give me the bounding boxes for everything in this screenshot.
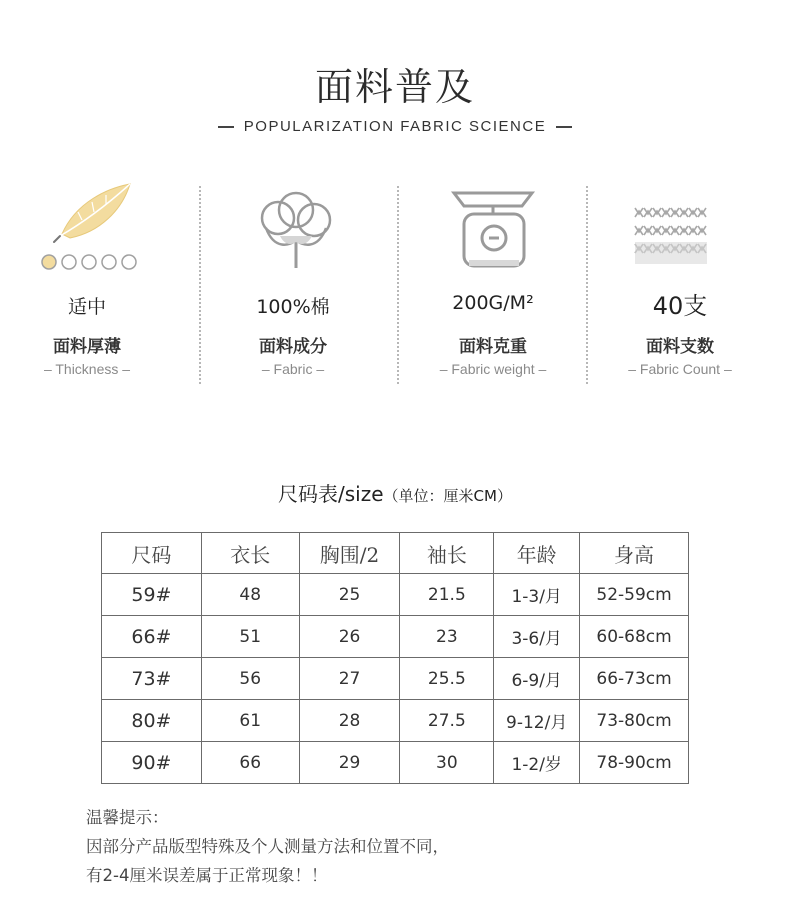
tips bbox=[86, 803, 449, 890]
table-cell: 48 bbox=[201, 574, 299, 616]
table-cell: 80# bbox=[102, 700, 202, 742]
tips-line-1: 因部分产品版型特殊及个人测量方法和位置不同， bbox=[86, 837, 449, 856]
column-header: 袖长 bbox=[400, 533, 494, 574]
table-cell: 9-12/月 bbox=[494, 700, 580, 742]
property-count bbox=[583, 180, 777, 390]
property-name: 面料支数 bbox=[646, 337, 714, 357]
property-thickness-icon-area bbox=[0, 180, 184, 290]
table-cell: 78-90cm bbox=[580, 742, 689, 784]
feather-icon bbox=[0, 180, 184, 290]
level-dot-empty bbox=[62, 255, 76, 269]
property-en: – Fabric – bbox=[261, 361, 325, 377]
table-header-row bbox=[102, 533, 689, 574]
table-cell: 23 bbox=[400, 616, 494, 658]
table-cell: 3-6/月 bbox=[494, 616, 580, 658]
property-fabric bbox=[196, 180, 390, 390]
cotton-icon bbox=[196, 180, 390, 290]
table-row bbox=[102, 616, 689, 658]
dash-right bbox=[556, 126, 572, 128]
table-row bbox=[102, 658, 689, 700]
column-header: 胸围/2 bbox=[299, 533, 400, 574]
scale-icon bbox=[396, 180, 590, 290]
table-cell: 66 bbox=[201, 742, 299, 784]
table-cell: 56 bbox=[201, 658, 299, 700]
table-cell: 27 bbox=[299, 658, 400, 700]
table-cell: 52-59cm bbox=[580, 574, 689, 616]
property-value: 40支 bbox=[652, 292, 708, 320]
table-cell: 73-80cm bbox=[580, 700, 689, 742]
table-cell: 73# bbox=[102, 658, 202, 700]
table-cell: 6-9/月 bbox=[494, 658, 580, 700]
property-count-icon-area bbox=[583, 180, 777, 290]
table-cell: 28 bbox=[299, 700, 400, 742]
tips-line-2: 有2-4厘米误差属于正常现象！！ bbox=[86, 866, 328, 885]
table-cell: 90# bbox=[102, 742, 202, 784]
table-cell: 66-73cm bbox=[580, 658, 689, 700]
table-body bbox=[102, 574, 689, 784]
property-weight-icon-area bbox=[396, 180, 590, 290]
property-en: – Thickness – bbox=[43, 361, 131, 377]
size-chart-heading: 尺码表/size bbox=[278, 482, 384, 506]
property-name: 面料厚薄 bbox=[53, 337, 121, 357]
property-en: – Fabric weight – bbox=[439, 361, 547, 377]
table-cell: 1-2/岁 bbox=[494, 742, 580, 784]
column-header: 尺码 bbox=[102, 533, 202, 574]
property-fabric-icon-area bbox=[196, 180, 390, 290]
property-value: 100%棉 bbox=[256, 296, 330, 318]
table-cell: 25.5 bbox=[400, 658, 494, 700]
table-cell: 30 bbox=[400, 742, 494, 784]
table-row bbox=[102, 700, 689, 742]
property-name: 面料克重 bbox=[459, 337, 527, 357]
knit-texture-icon bbox=[583, 180, 777, 290]
tips-heading: 温馨提示： bbox=[86, 808, 169, 827]
property-thickness bbox=[0, 180, 184, 390]
size-chart-title bbox=[0, 478, 790, 507]
table-cell: 1-3/月 bbox=[494, 574, 580, 616]
column-header: 衣长 bbox=[201, 533, 299, 574]
table-cell: 61 bbox=[201, 700, 299, 742]
page-title: 面料普及 bbox=[314, 65, 475, 109]
property-en: – Fabric Count – bbox=[628, 361, 732, 377]
property-weight bbox=[396, 180, 590, 390]
level-dot-filled bbox=[42, 255, 56, 269]
table-cell: 27.5 bbox=[400, 700, 494, 742]
subtitle-text: POPULARIZATION FABRIC SCIENCE bbox=[243, 118, 547, 135]
table-row bbox=[102, 742, 689, 784]
table-cell: 25 bbox=[299, 574, 400, 616]
level-dot-empty bbox=[102, 255, 116, 269]
table-row bbox=[102, 574, 689, 616]
column-header: 年龄 bbox=[494, 533, 580, 574]
table-cell: 29 bbox=[299, 742, 400, 784]
table-cell: 26 bbox=[299, 616, 400, 658]
level-dot-empty bbox=[82, 255, 96, 269]
table-cell: 51 bbox=[201, 616, 299, 658]
size-table bbox=[101, 532, 689, 784]
table-cell: 66# bbox=[102, 616, 202, 658]
property-value: 适中 bbox=[67, 296, 106, 318]
dash-left bbox=[218, 126, 234, 128]
level-dot-empty bbox=[122, 255, 136, 269]
table-cell: 21.5 bbox=[400, 574, 494, 616]
property-name: 面料成分 bbox=[259, 337, 327, 357]
table-cell: 60-68cm bbox=[580, 616, 689, 658]
column-header: 身高 bbox=[580, 533, 689, 574]
property-value: 200G/M² bbox=[452, 292, 534, 314]
table-cell: 59# bbox=[102, 574, 202, 616]
size-chart-unit: （单位：厘米CM） bbox=[383, 487, 512, 505]
page-subtitle bbox=[0, 118, 790, 135]
